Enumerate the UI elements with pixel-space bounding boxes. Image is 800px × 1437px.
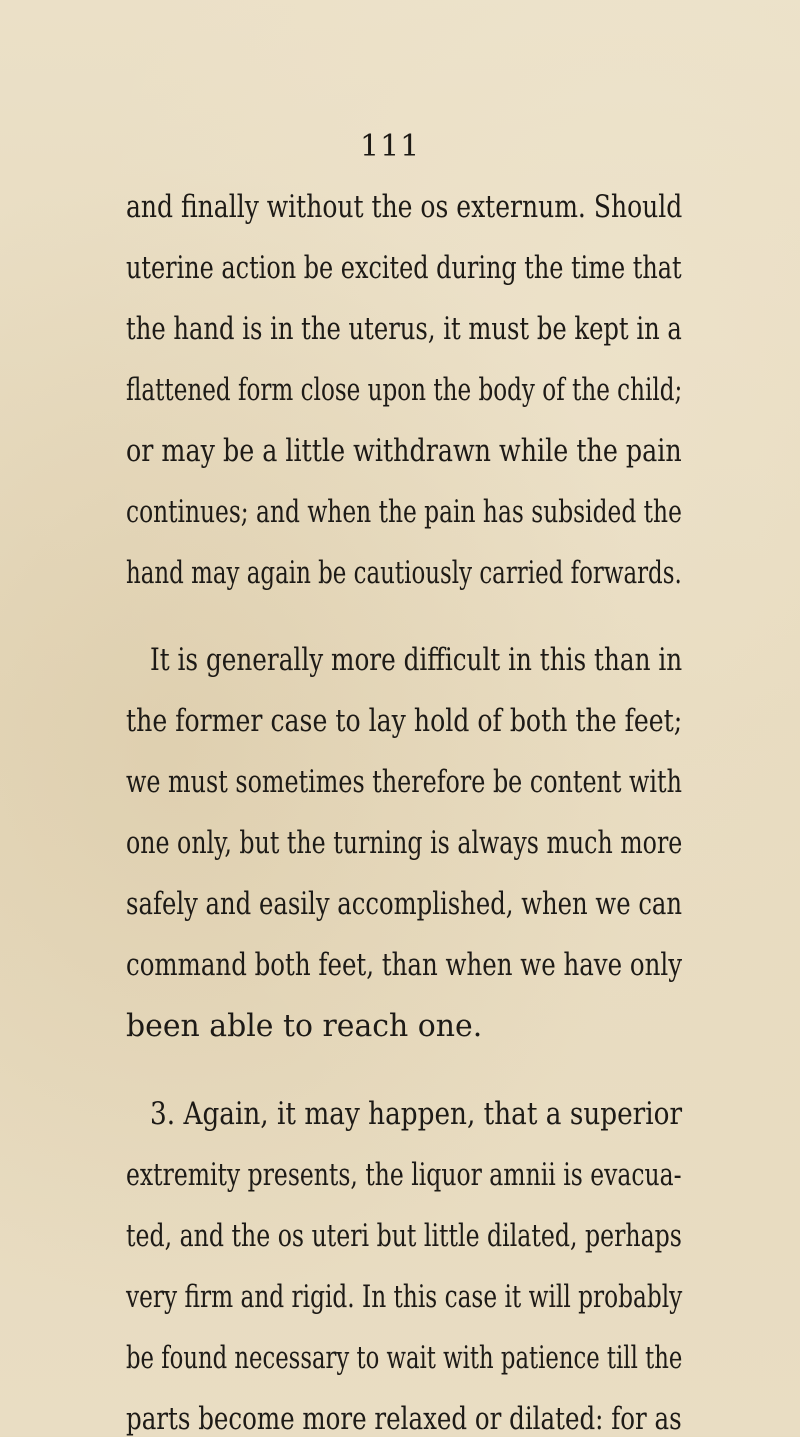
text-line: the former case to lay hold of both the feet; bbox=[126, 704, 683, 739]
text-line: be found necessary to wait with patience till the bbox=[126, 1341, 683, 1376]
text-line: ted, and the os uteri but little dilated, perhaps bbox=[126, 1219, 682, 1254]
text-line: extremity presents, the liquor amnii is evacua- bbox=[126, 1158, 682, 1193]
page-number: 111 bbox=[360, 129, 421, 164]
text-line: 3. Again, it may happen, that a superior bbox=[150, 1097, 683, 1132]
text-line: hand may again be cautiously carried forwards. bbox=[126, 556, 682, 591]
text-line: been able to reach one. bbox=[126, 1009, 483, 1044]
text-line: we must sometimes therefore be content with bbox=[126, 765, 682, 800]
text-line: command both feet, than when we have only bbox=[126, 948, 683, 983]
text-line: flattened form close upon the body of the child; bbox=[126, 373, 683, 408]
text-line: the hand is in the uterus, it must be kept in a bbox=[126, 312, 682, 347]
text-line: It is generally more difficult in this than in bbox=[150, 643, 683, 678]
text-line: parts become more relaxed or dilated: for as bbox=[126, 1402, 682, 1437]
text-line: one only, but the turning is always much more bbox=[126, 826, 683, 861]
text-line: or may be a little withdrawn while the pain bbox=[126, 434, 682, 469]
text-line: safely and easily accomplished, when we can bbox=[126, 887, 683, 922]
text-line: continues; and when the pain has subsided the bbox=[126, 495, 682, 530]
text-line: uterine action be excited during the time that bbox=[126, 251, 682, 286]
text-line: very firm and rigid. In this case it will probably bbox=[126, 1280, 683, 1315]
text-line: and finally without the os externum. Should bbox=[126, 190, 683, 225]
